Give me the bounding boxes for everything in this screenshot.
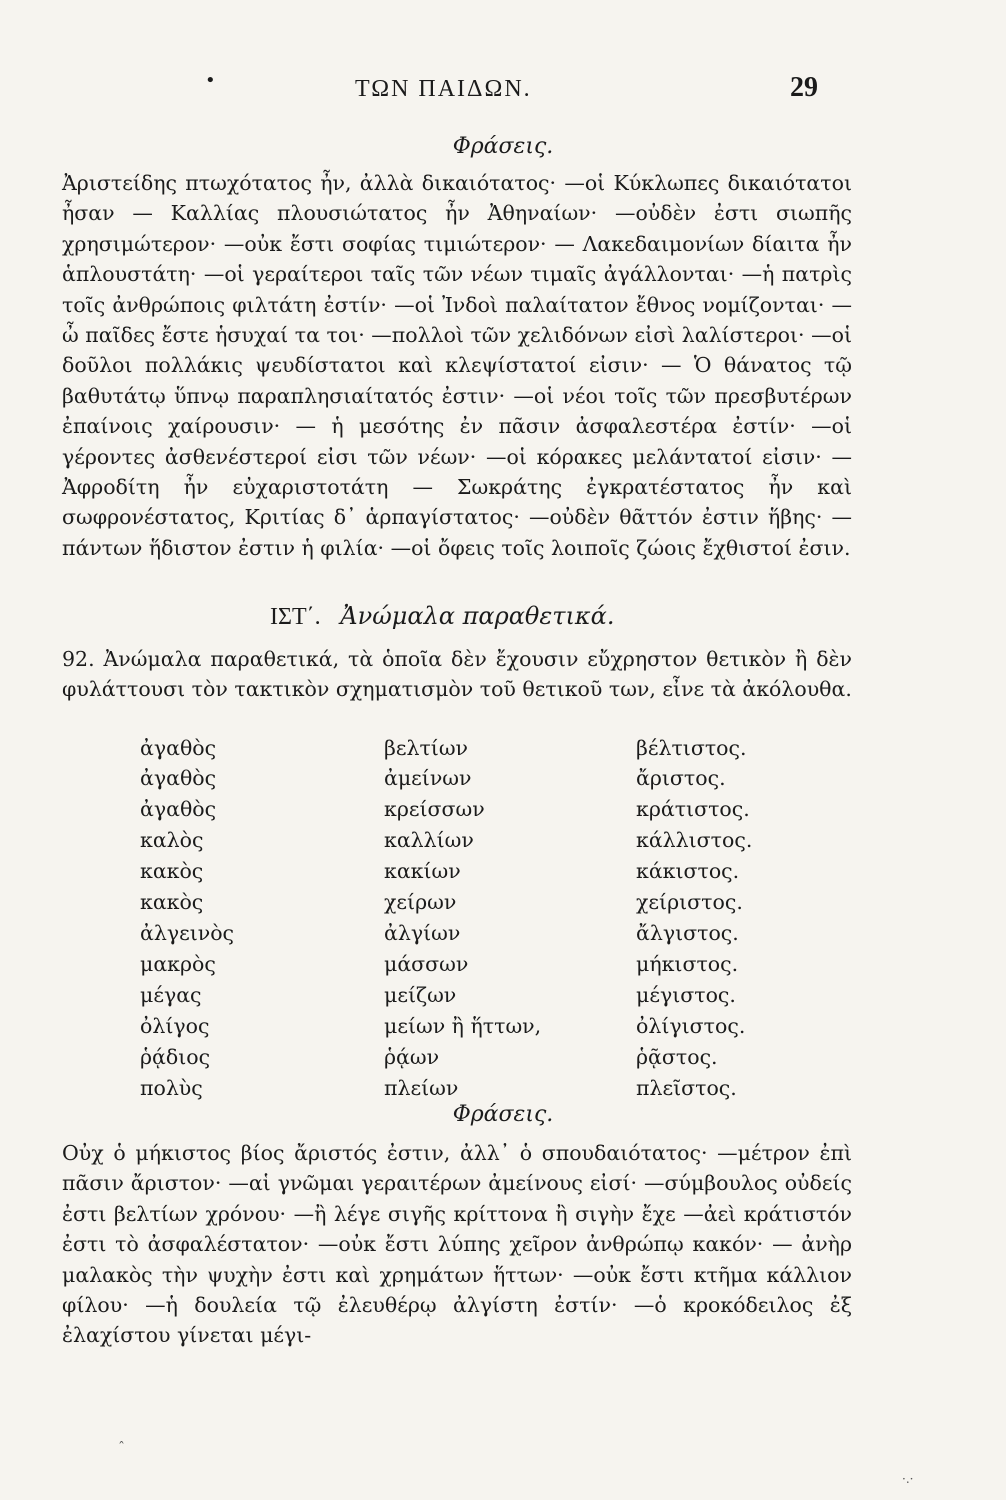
- positive-cell: ῥᾴδιος: [140, 1045, 211, 1069]
- comparative-cell: κρείσσων: [384, 797, 485, 821]
- superlative-cell: κάλλιστος.: [636, 828, 753, 852]
- positive-cell: ἀγαθὸς: [140, 766, 217, 790]
- section-title: Ἀνώμαλα παραθετικά.: [340, 602, 615, 630]
- positive-cell: ἀγαθὸς: [140, 736, 217, 760]
- comparative-cell: πλείων: [384, 1076, 459, 1100]
- positive-cell: ὀλίγος: [140, 1014, 210, 1038]
- table-row: [0, 921, 1006, 951]
- comparative-cell: κακίων: [384, 859, 461, 883]
- comparative-cell: μάσσων: [384, 952, 469, 976]
- table-row: [0, 859, 1006, 889]
- superlative-cell: ὀλίγιστος.: [636, 1014, 746, 1038]
- phrases-paragraph-2: [62, 1138, 852, 1351]
- positive-cell: καλὸς: [140, 828, 204, 852]
- page-header: [0, 70, 1006, 110]
- comparative-cell: μείζων: [384, 983, 457, 1007]
- phrases-text-2: Οὐχ ὁ μήκιστος βίος ἄριστός ἐστιν, ἀλλ᾽ ὁ σπουδαιότατος· —μέτρον ἐπὶ πᾶσιν ἄριστον· —αἱ γνῶμαι γεραιτέρων ἀμείνους εἰσί· —σύμβουλος οὐδείς ἐστι βελτίων χρόνου· —ἢ λέγε σιγῆς κρίττονα ἢ σιγὴν ἔχε —ἀεὶ κράτιστόν ἐστι τὸ ἀσφαλέστατον· —οὐκ ἔστι λύπης χεῖρον ἀνθρώπῳ κακόν· — ἀνὴρ μαλακὸς τὴν ψυχὴν ἐστι καὶ χρημάτων ἥττων· —οὐκ ἔστι κτῆμα κάλλιον φίλου· —ἡ δουλεία τῷ ἐλευθέρῳ ἀλγίστη ἐστίν· —ὁ κροκόδειλος ἐξ ἐλαχίστου γίνεται μέγι-: [62, 1141, 852, 1348]
- positive-cell: ἀγαθὸς: [140, 797, 217, 821]
- positive-cell: κακὸς: [140, 890, 204, 914]
- phrases-paragraph-1: [62, 168, 852, 563]
- superlative-cell: μήκιστος.: [636, 952, 739, 976]
- comparative-cell: ἀλγίων: [384, 921, 461, 945]
- section-number: ΙΣΤ΄.: [270, 604, 321, 630]
- positive-cell: μέγας: [140, 983, 202, 1007]
- table-row: [0, 1045, 1006, 1075]
- superlative-cell: ἄριστος.: [636, 766, 726, 790]
- table-row: [0, 890, 1006, 920]
- bullet-mark: •: [205, 70, 216, 91]
- table-row: [0, 766, 1006, 796]
- superlative-cell: κράτιστος.: [636, 797, 750, 821]
- table-row: [0, 736, 1006, 766]
- superlative-cell: μέγιστος.: [636, 983, 736, 1007]
- superlative-cell: ῥᾷστος.: [636, 1045, 718, 1069]
- comparative-cell: χείρων: [384, 890, 457, 914]
- superlative-cell: χείριστος.: [636, 890, 743, 914]
- comparative-cell: καλλίων: [384, 828, 474, 852]
- paragraph-92: [62, 644, 852, 705]
- positive-cell: μακρὸς: [140, 952, 216, 976]
- running-title: ΤΩΝ ΠΑΙΔΩΝ.: [355, 76, 532, 102]
- page-number: 29: [790, 72, 818, 103]
- superlative-cell: ἄλγιστος.: [636, 921, 739, 945]
- comparative-cell: μείων ἢ ἥττων,: [384, 1014, 542, 1038]
- section-heading: [270, 602, 615, 631]
- phrases-text-1: Ἀριστείδης πτωχότατος ἦν, ἀλλὰ δικαιότατος· —οἱ Κύκλωπες δικαιότατοι ἦσαν — Καλλίας πλουσιώτατος ἦν Ἀθηναίων· —οὐδὲν ἐστι σιωπῆς χρησιμώτερον· —οὐκ ἔστι σοφίας τιμιώτερον· — Λακεδαιμονίων δίαιτα ἦν ἁπλουστάτη· —οἱ γεραίτεροι ταῖς τῶν νέων τιμαῖς ἀγάλλονται· —ἡ πατρὶς τοῖς ἀνθρώποις φιλτάτη ἐστίν· —οἱ Ἰνδοὶ παλαίτατον ἔθνος νομίζονται· —ὦ παῖδες ἔστε ἡσυχαί τα τοι· —πολλοὶ τῶν χελιδόνων εἰσὶ λαλίστεροι· —οἱ δοῦλοι πολλάκις ψευδίστατοι καὶ κλεψίστατοί εἰσιν· — Ὁ θάνατος τῷ βαθυτάτῳ ὕπνῳ παραπλησιαίτατός ἐστιν· —οἱ νέοι τοῖς τῶν πρεσβυτέρων ἐπαίνοις χαίρουσιν· — ἡ μεσότης ἐν πᾶσιν ἀσφαλεστέρα ἐστίν· —οἱ γέροντες ἀσθενέστεροί εἰσι τῶν νέων· —οἱ κόρακες μελάντατοί εἰσιν· —Ἀφροδίτη ἦν εὐχαριστοτάτη — Σωκράτης ἐγκρατέστατος ἦν καὶ σωφρονέστατος, Κριτίας δ᾽ ἁρπαγίστατος· —οὐδὲν θᾶττόν ἐστιν ἥβης· —πάντων ἥδιστον ἐστιν ἡ φιλία· —οἱ ὄφεις τοῖς λοιποῖς ζώοις ἔχθιστοί ἐσιν.: [62, 171, 852, 560]
- superlative-cell: κάκιστος.: [636, 859, 740, 883]
- paragraph-92-text: 92. Ἀνώμαλα παραθετικά, τὰ ὁποῖα δὲν ἔχουσιν εὔχρηστον θετικὸν ἢ δὲν φυλάττουσι τὸν τακτικὸν σχηματισμὸν τοῦ θετικοῦ των, εἶνε τὰ ἀκόλουθα.: [62, 647, 852, 702]
- comparative-cell: ἀμείνων: [384, 766, 472, 790]
- positive-cell: πολὺς: [140, 1076, 203, 1100]
- superlative-cell: βέλτιστος.: [636, 736, 747, 760]
- print-speck: ·.·: [902, 1472, 914, 1486]
- table-row: [0, 828, 1006, 858]
- superlative-cell: πλεῖστος.: [636, 1076, 737, 1100]
- table-row: [0, 952, 1006, 982]
- comparative-cell: ῥᾴων: [384, 1045, 440, 1069]
- print-speck: ˆ: [118, 1440, 125, 1456]
- comparative-cell: βελτίων: [384, 736, 469, 760]
- table-row: [0, 1014, 1006, 1044]
- phrases-heading-2: Φράσεις.: [452, 1102, 554, 1127]
- table-row: [0, 983, 1006, 1013]
- positive-cell: κακὸς: [140, 859, 204, 883]
- phrases-heading-1: Φράσεις.: [452, 134, 554, 159]
- table-row: [0, 797, 1006, 827]
- positive-cell: ἀλγεινὸς: [140, 921, 235, 945]
